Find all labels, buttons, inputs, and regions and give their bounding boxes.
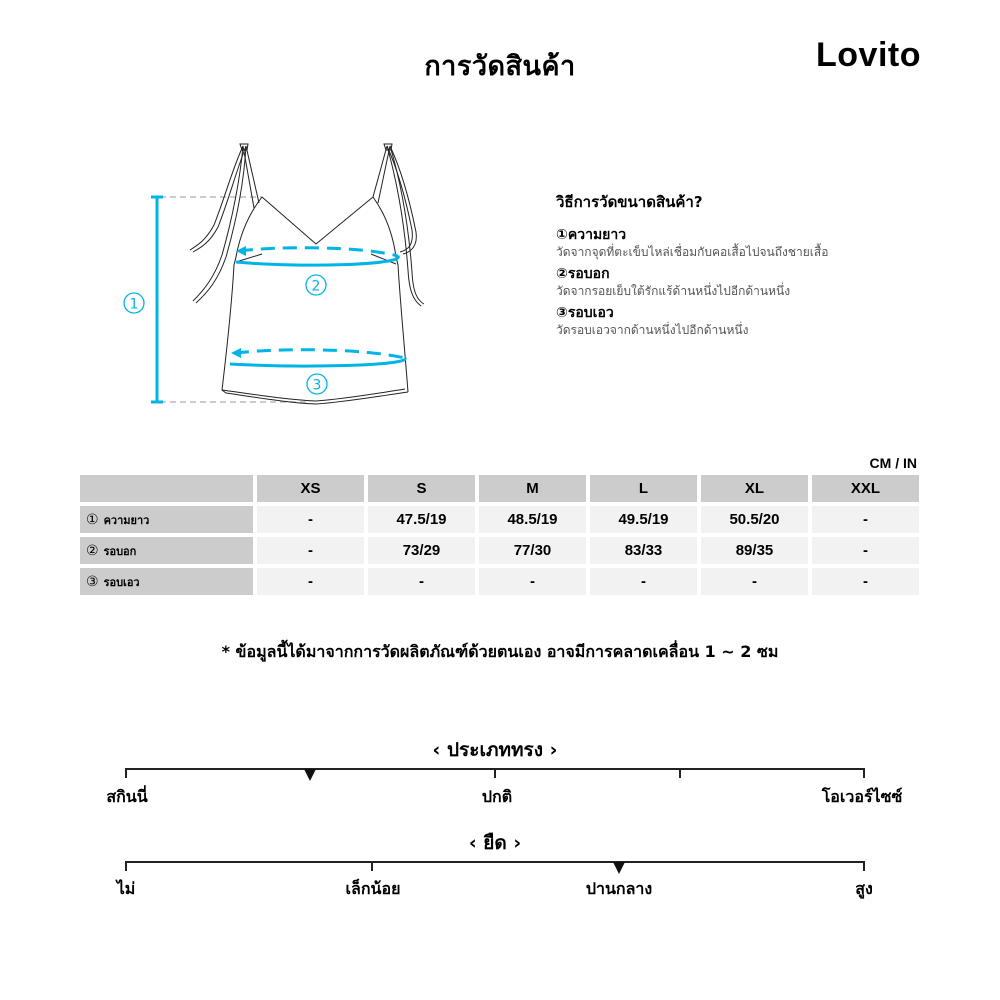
- stretch-scale-title: ‹ ยืด ›: [468, 832, 522, 854]
- stretch-label-slight: เล็กน้อย: [345, 879, 401, 898]
- row-number: ②: [86, 542, 99, 559]
- table-cell: 89/35: [701, 537, 808, 564]
- table-cell: -: [701, 568, 808, 595]
- column-header: S: [368, 475, 475, 502]
- table-row: [80, 506, 919, 533]
- row-number: ①: [86, 511, 99, 528]
- column-header: XL: [701, 475, 808, 502]
- table-cell: 50.5/20: [701, 506, 808, 533]
- how-to-title: วิธีการวัดขนาดสินค้า?: [556, 193, 703, 211]
- fit-selected-marker: [304, 769, 316, 781]
- column-header: L: [590, 475, 697, 502]
- row-label: รอบเอว: [103, 575, 140, 589]
- row-header: [80, 568, 253, 595]
- howto-label: ②รอบอก: [556, 266, 610, 282]
- unit-label: CM / IN: [869, 455, 917, 471]
- howto-item-length: [556, 226, 916, 261]
- table-cell: 49.5/19: [590, 506, 697, 533]
- table-header-row: [80, 475, 919, 502]
- fit-label-skinny: สกินนี่: [106, 787, 148, 806]
- column-header: M: [479, 475, 586, 502]
- table-cell: -: [812, 568, 919, 595]
- table-cell: -: [812, 506, 919, 533]
- how-to-measure: [556, 190, 916, 343]
- row-label: ความยาว: [103, 513, 150, 527]
- table-cell: 48.5/19: [479, 506, 586, 533]
- fit-scale-title: ‹ ประเภททรง ›: [432, 739, 558, 761]
- stretch-label-none: ไม่: [116, 879, 136, 898]
- fit-label-oversize: โอเวอร์ไซซ์: [821, 787, 903, 806]
- measurement-note: * ข้อมูลนี้ได้มาจากการวัดผลิตภัณฑ์ด้วยตนเอง อาจมีการคลาดเคลื่อน 1 ~ 2 ซม: [221, 642, 779, 661]
- fit-label-regular: ปกติ: [481, 787, 513, 806]
- howto-label: ③รอบเอว: [556, 305, 614, 321]
- table-cell: 47.5/19: [368, 506, 475, 533]
- howto-desc: วัดจากจุดที่ตะเข็บไหล่เชื่อมกับคอเสื้อไปจนถึงชายเสื้อ: [556, 245, 829, 259]
- table-corner-cell: [80, 475, 253, 502]
- table-cell: -: [812, 537, 919, 564]
- table-cell: -: [257, 568, 364, 595]
- row-header: [80, 506, 253, 533]
- table-cell: -: [590, 568, 697, 595]
- table-row: [80, 568, 919, 595]
- table-cell: -: [368, 568, 475, 595]
- page-title: การวัดสินค้า: [424, 51, 576, 82]
- svg-text:3: 3: [312, 377, 322, 394]
- column-header: XXL: [812, 475, 919, 502]
- row-number: ③: [86, 573, 99, 590]
- table-cell: -: [257, 506, 364, 533]
- howto-desc: วัดรอบเอวจากด้านหนึ่งไปอีกด้านหนึ่ง: [556, 323, 749, 337]
- howto-item-chest: [556, 265, 916, 300]
- row-label: รอบอก: [103, 544, 137, 558]
- brand-logo: Lovito: [816, 36, 921, 74]
- table-cell: -: [257, 537, 364, 564]
- stretch-label-high: สูง: [855, 879, 873, 898]
- table-row: [80, 537, 919, 564]
- row-header: [80, 537, 253, 564]
- howto-desc: วัดจากรอยเย็บใต้รักแร้ด้านหนึ่งไปอีกด้านหนึ่ง: [556, 284, 791, 298]
- table-cell: 83/33: [590, 537, 697, 564]
- stretch-selected-marker: [613, 862, 625, 874]
- howto-label: ①ความยาว: [556, 227, 627, 243]
- svg-text:1: 1: [129, 296, 139, 313]
- table-cell: 73/29: [368, 537, 475, 564]
- howto-item-waist: [556, 304, 916, 339]
- size-table: [80, 475, 919, 599]
- stretch-scale-bar: [0, 853, 1000, 883]
- svg-text:2: 2: [311, 278, 321, 295]
- stretch-label-medium: ปานกลาง: [585, 879, 653, 898]
- column-header: XS: [257, 475, 364, 502]
- table-cell: -: [479, 568, 586, 595]
- table-cell: 77/30: [479, 537, 586, 564]
